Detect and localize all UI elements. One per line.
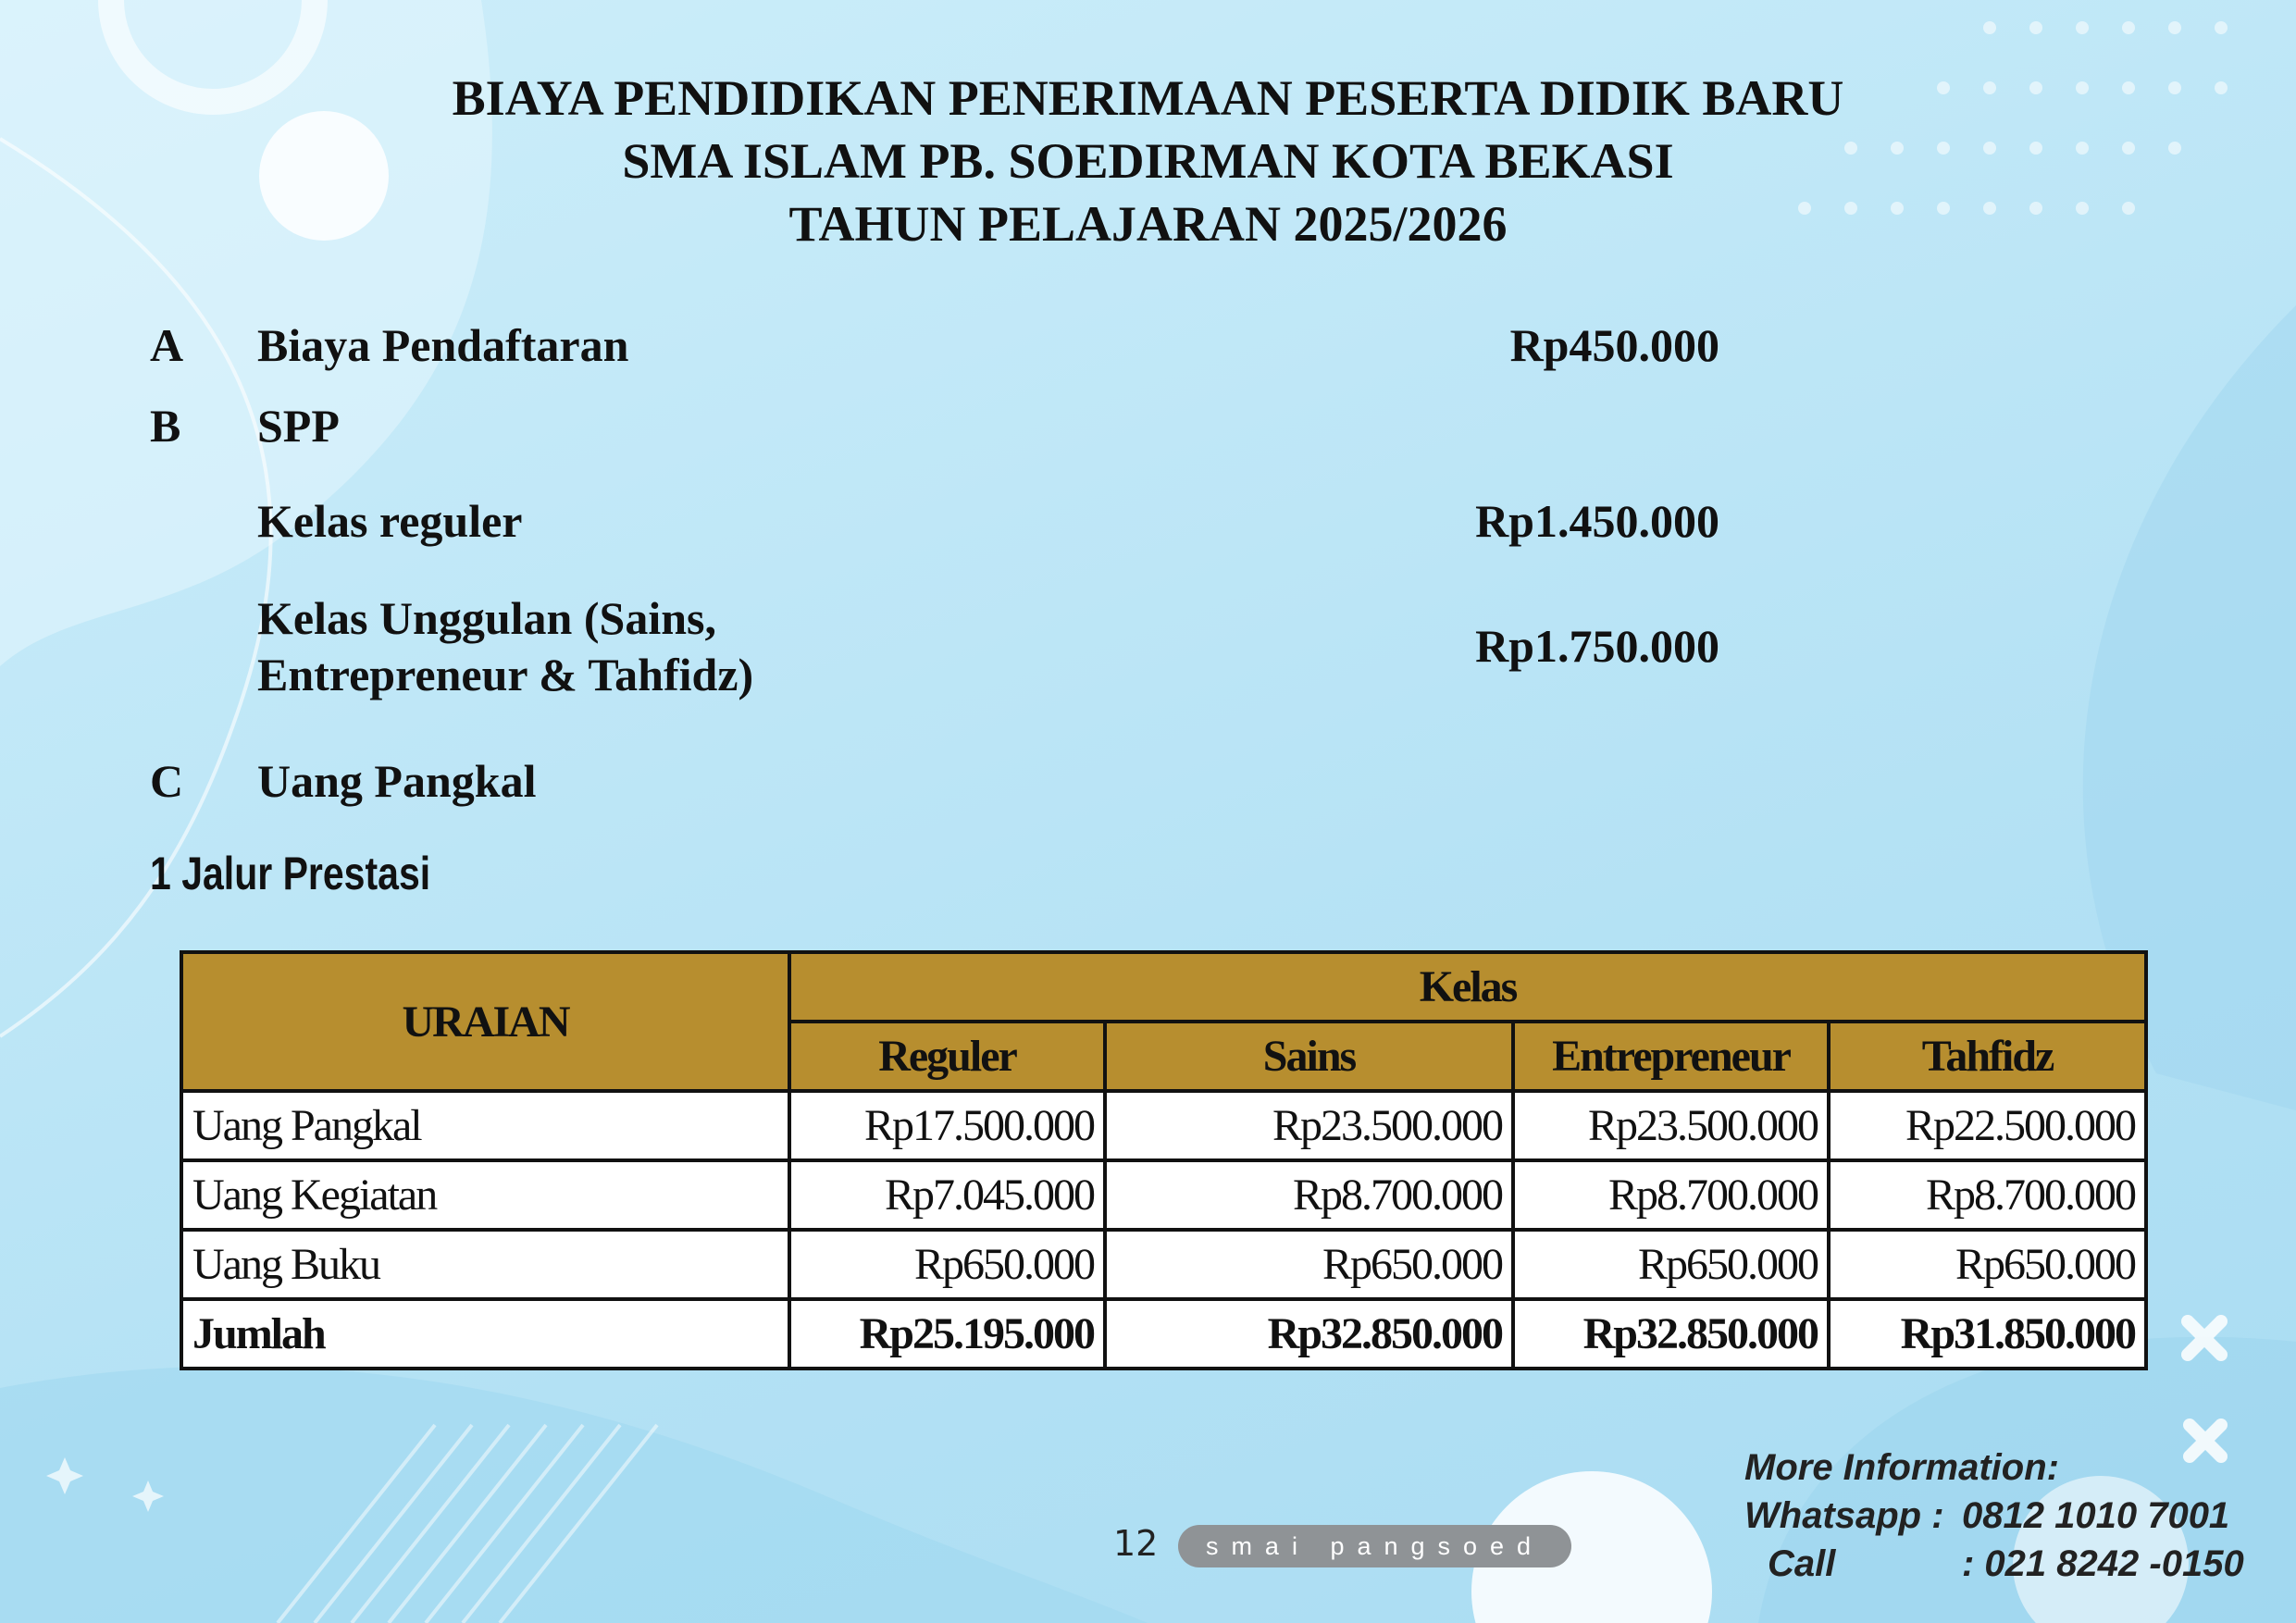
cell-value: Rp32.850.000 bbox=[1513, 1299, 1829, 1369]
table-row-total bbox=[181, 1299, 2146, 1369]
section-a-amount: Rp450.000 bbox=[1509, 319, 1719, 371]
section-b-label: SPP bbox=[257, 400, 340, 452]
row-label: Uang Buku bbox=[181, 1230, 789, 1299]
section-a-letter: A bbox=[150, 319, 184, 371]
cell-value: Rp650.000 bbox=[1829, 1230, 2146, 1299]
cell-value: Rp650.000 bbox=[789, 1230, 1105, 1299]
column-header-reguler: Reguler bbox=[789, 1022, 1105, 1091]
jalur-prestasi-heading: 1 Jalur Prestasi bbox=[150, 848, 431, 899]
column-header-tahfidz: Tahfidz bbox=[1829, 1022, 2146, 1091]
more-info-heading: More Information: bbox=[1744, 1447, 2059, 1488]
cell-value: Rp650.000 bbox=[1513, 1230, 1829, 1299]
title-line-1: BIAYA PENDIDIKAN PENERIMAAN PESERTA DIDIK BARU bbox=[452, 70, 1844, 126]
brand-pill: smai pangsoed bbox=[1178, 1525, 1571, 1567]
table-row bbox=[181, 1230, 2146, 1299]
column-header-sains: Sains bbox=[1105, 1022, 1513, 1091]
whatsapp-line bbox=[1744, 1492, 2244, 1540]
spp-unggulan-amount: Rp1.750.000 bbox=[1475, 620, 1719, 672]
header-uraian: URAIAN bbox=[181, 952, 789, 1091]
cell-value: Rp23.500.000 bbox=[1513, 1091, 1829, 1160]
row-label: Uang Pangkal bbox=[181, 1091, 789, 1160]
fee-table bbox=[180, 950, 2148, 1370]
cell-value: Rp22.500.000 bbox=[1829, 1091, 2146, 1160]
cell-value: Rp23.500.000 bbox=[1105, 1091, 1513, 1160]
table-row bbox=[181, 1160, 2146, 1230]
cell-value: Rp8.700.000 bbox=[1829, 1160, 2146, 1230]
contact-info bbox=[1744, 1443, 2244, 1588]
whatsapp-number: 0812 1010 7001 bbox=[1962, 1495, 2230, 1536]
page-title bbox=[0, 67, 2296, 255]
column-header-entrepreneur: Entrepreneur bbox=[1513, 1022, 1829, 1091]
call-number: : 021 8242 -0150 bbox=[1962, 1543, 2244, 1584]
whatsapp-label: Whatsapp : bbox=[1744, 1495, 1944, 1536]
spp-reguler-label: Kelas reguler bbox=[257, 495, 523, 547]
section-a-label: Biaya Pendaftaran bbox=[257, 319, 629, 371]
section-b-letter: B bbox=[150, 400, 181, 452]
title-line-3: TAHUN PELAJARAN 2025/2026 bbox=[788, 196, 1508, 252]
spp-reguler-amount: Rp1.450.000 bbox=[1475, 495, 1719, 547]
call-label: Call bbox=[1768, 1543, 1836, 1584]
row-label: Jumlah bbox=[181, 1299, 789, 1369]
cell-value: Rp8.700.000 bbox=[1105, 1160, 1513, 1230]
spp-unggulan-label-line-1: Kelas Unggulan (Sains, bbox=[257, 592, 716, 644]
cell-value: Rp7.045.000 bbox=[789, 1160, 1105, 1230]
cell-value: Rp32.850.000 bbox=[1105, 1299, 1513, 1369]
cell-value: Rp31.850.000 bbox=[1829, 1299, 2146, 1369]
call-line bbox=[1744, 1540, 2244, 1588]
cell-value: Rp17.500.000 bbox=[789, 1091, 1105, 1160]
section-c-letter: C bbox=[150, 755, 184, 807]
header-kelas: Kelas bbox=[789, 952, 2146, 1022]
cell-value: Rp650.000 bbox=[1105, 1230, 1513, 1299]
row-label: Uang Kegiatan bbox=[181, 1160, 789, 1230]
table-row bbox=[181, 1091, 2146, 1160]
section-c-label: Uang Pangkal bbox=[257, 755, 537, 807]
page-number: 12 bbox=[1113, 1523, 1159, 1564]
title-line-2: SMA ISLAM PB. SOEDIRMAN KOTA BEKASI bbox=[622, 133, 1674, 189]
cell-value: Rp25.195.000 bbox=[789, 1299, 1105, 1369]
spp-unggulan-label-line-2: Entrepreneur & Tahfidz) bbox=[257, 649, 754, 700]
cell-value: Rp8.700.000 bbox=[1513, 1160, 1829, 1230]
